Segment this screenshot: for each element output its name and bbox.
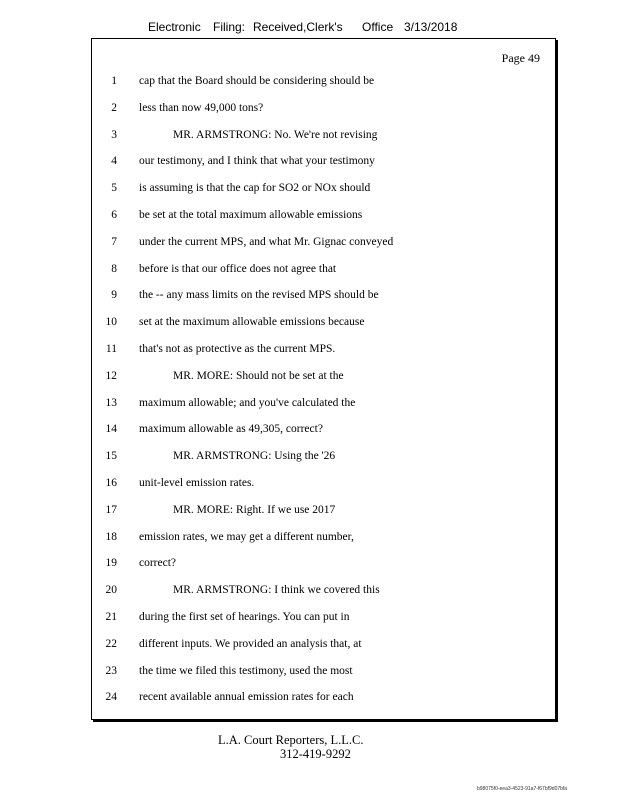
transcript-line <box>92 99 555 117</box>
line-text: be set at the total maximum allowable emissions <box>139 209 363 221</box>
line-text: MR. ARMSTRONG: Using the '26 <box>173 450 336 463</box>
transcript-line <box>92 581 555 599</box>
filing-header-word: Electronic <box>148 20 201 34</box>
court-reporter-name: L.A. Court Reporters, L.L.C. <box>218 733 364 747</box>
transcript-line <box>92 126 555 144</box>
court-reporter-phone: 312-419-9292 <box>280 747 351 761</box>
line-number: 22 <box>105 637 117 650</box>
transcript-line <box>92 179 555 197</box>
line-text: MR. ARMSTRONG: I think we covered this <box>173 584 380 597</box>
line-number: 21 <box>105 611 117 623</box>
line-text: under the current MPS, and what Mr. Gignac conveyed <box>139 235 394 248</box>
line-text: less than now 49,000 tons? <box>139 101 264 114</box>
transcript-page <box>91 38 556 720</box>
transcript-line <box>92 635 555 653</box>
transcript-line <box>92 447 555 465</box>
line-number: 11 <box>105 343 117 355</box>
filing-header-word: Received,Clerk's <box>253 20 343 34</box>
line-text: our testimony, and I think that what your testimony <box>139 155 375 168</box>
transcript-line <box>92 206 555 224</box>
line-text: cap that the Board should be considering should be <box>139 75 375 87</box>
line-number: 14 <box>105 423 117 436</box>
line-number: 18 <box>105 530 117 543</box>
transcript-line <box>92 662 555 680</box>
line-number: 3 <box>111 128 117 141</box>
filing-header-word: Filing: <box>213 20 246 34</box>
transcript-line <box>92 340 555 358</box>
line-text: before is that our office does not agree that <box>139 262 337 275</box>
line-number: 4 <box>111 155 117 168</box>
transcript-line <box>92 420 555 438</box>
line-text: the -- any mass limits on the revised MPS should be <box>139 289 379 302</box>
transcript-line <box>92 233 555 251</box>
line-text: correct? <box>139 557 177 570</box>
line-number: 6 <box>111 209 117 221</box>
line-text: the time we filed this testimony, used the most <box>139 664 353 677</box>
line-number: 10 <box>105 316 117 329</box>
line-text: that's not as protective as the current MPS. <box>139 343 336 355</box>
transcript-line <box>92 528 555 546</box>
line-number: 20 <box>105 584 117 597</box>
line-text: different inputs. We provided an analysis that, at <box>139 637 362 650</box>
line-number: 24 <box>105 691 117 704</box>
line-text: is assuming is that the cap for SO2 or NOx should <box>139 182 371 195</box>
filing-header-word: Office <box>362 20 394 34</box>
line-number: 19 <box>105 557 117 570</box>
line-number: 15 <box>105 450 117 463</box>
line-number: 17 <box>105 503 117 516</box>
line-number: 12 <box>105 369 117 382</box>
transcript-line <box>92 501 555 519</box>
transcript-line <box>92 554 555 572</box>
line-text: MR. ARMSTRONG: No. We're not revising <box>173 128 378 141</box>
line-text: during the first set of hearings. You can put in <box>139 611 350 623</box>
line-text: recent available annual emission rates for each <box>139 691 354 704</box>
line-text: MR. MORE: Should not be set at the <box>173 369 344 382</box>
transcript-line <box>92 688 555 706</box>
line-text: set at the maximum allowable emissions because <box>139 316 365 329</box>
filing-header-date: 3/13/2018 <box>404 20 458 34</box>
document-id: b98075f0-eea3-4523-91a7-f67bf9d07bfa <box>477 786 568 792</box>
line-number: 16 <box>105 477 117 489</box>
transcript-line <box>92 474 555 492</box>
transcript-line <box>92 260 555 278</box>
line-number: 1 <box>111 75 117 87</box>
transcript-line <box>92 367 555 385</box>
line-text: unit-level emission rates. <box>139 477 255 489</box>
page-number: Page 49 <box>501 51 540 65</box>
transcript-line <box>92 394 555 412</box>
line-text: maximum allowable as 49,305, correct? <box>139 423 323 436</box>
transcript-line <box>92 313 555 331</box>
transcript-line <box>92 152 555 170</box>
transcript-line <box>92 286 555 304</box>
line-number: 5 <box>111 182 117 195</box>
transcript-line <box>92 72 555 90</box>
line-number: 2 <box>111 101 117 114</box>
line-number: 7 <box>111 235 117 248</box>
line-text: MR. MORE: Right. If we use 2017 <box>173 503 336 516</box>
line-text: emission rates, we may get a different number, <box>139 530 354 543</box>
line-number: 9 <box>111 289 117 302</box>
line-number: 13 <box>105 396 117 409</box>
line-number: 8 <box>111 262 117 275</box>
transcript-line <box>92 608 555 626</box>
line-text: maximum allowable; and you've calculated the <box>139 396 356 409</box>
line-number: 23 <box>105 664 117 677</box>
